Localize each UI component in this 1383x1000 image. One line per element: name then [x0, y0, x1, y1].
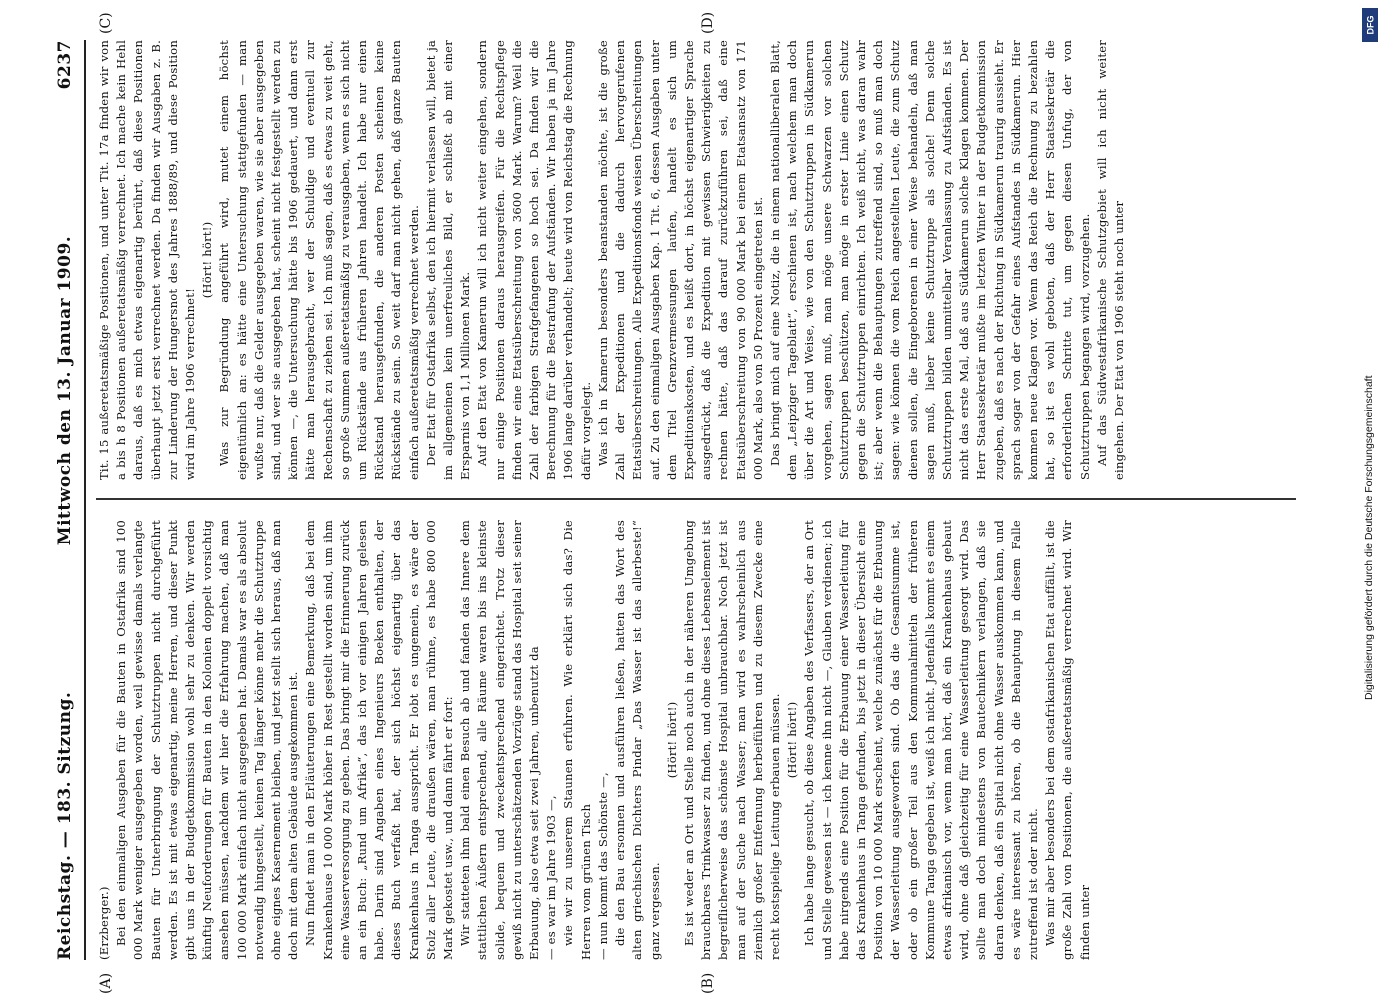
header-left: Reichstag. — 183. Sitzung. [55, 691, 75, 960]
paragraph: (Hört! hört!) [785, 701, 800, 779]
paragraph: (Hört! hört!) [664, 701, 679, 779]
margin-mark-a: (A) [98, 972, 114, 994]
left-column [96, 520, 1306, 960]
margin-mark-c: (C) [98, 12, 114, 34]
paragraph: Es ist weder an Ort und Stelle noch auch in der näheren Umgebung brauchbares Trinkwasser zu finden, und ohne dieses Lebenselement ist begreiflicherweise das schönste Hospital unbrauchbar. Noch jetzt ist man auf der Suche nach Wasser; man wird es wahrscheinlich aus ziemlich großer Entfernung herbeiführen und zu diesem Zwecke eine recht kostspielige Leitung erbauen müssen. [681, 520, 782, 960]
dfg-logo-text: DFG [1365, 15, 1375, 35]
paragraph: Ich habe lange gesucht, ob diese Angaben des Verfassers, der an Ort und Stelle gewesen ist — ich kenne ihn nicht —, Glauben verdienen; ich habe nirgends eine Position für die Erbauung einer Wasserleitung für das Krankenhaus in Tanga gefunden, bis jetzt in dieser Übersicht eine Position von 10 000 Mark erscheint, welche zunächst für die Erbauung der Wasserleitung ausgeworfen sind. Ob das die Gesamtsumme ist, oder ob ein großer Teil aus den Kommunalmitteln der früheren Kommune Tanga gegeben ist, weiß ich nicht. Jedenfalls kommt es einem etwas afrikanisch vor, wenn man hört, daß ein Krankenhaus gebaut wird, ohne daß gleichzeitig für eine Wasserleitung gesorgt wird. Das sollte man doch mindestens von Bautechnikern verlangen, daß sie daran denken, daß ein Spital nicht ohne Wasser auskommen kann, und es wäre interessant zu hören, ob die Behauptung in diesem Falle zutreffend ist oder nicht. [802, 520, 1040, 960]
paragraph: Was zur Begründung angeführt wird, mutet einem höchst eigentümlich an: es hätte eine Untersuchung stattgefunden — man wußte nur, daß die Gelder ausgegeben waren, wie sie aber ausgegeben sind, und wer sie ausgegeben hat, scheint nicht festgestellt werden zu können —, die Untersuchung hätte bis 1906 gedauert, und dann erst hätte man herausgebracht, wer der Schuldige und eventuell zur Rechenschaft zu ziehen sei. Ich muß sagen, daß es etwas zu weit geht, so große Summen außeretatsmäßig zu verausgaben, wenn es sich nicht um Rückstände aus früheren Jahren handelt. Ich habe nur einen Rückstand herausgefunden, die anderen Posten scheinen keine Rückstände zu sein. So weit darf man nicht gehen, daß ganze Bauten einfach außeretatsmäßig verrechnet werden. [217, 40, 421, 480]
margin-mark-d: (D) [700, 11, 716, 34]
header-rule [84, 40, 86, 960]
paragraph: Wir statteten ihm bald einen Besuch ab und fanden das Innere dem stattlichen Äußern entsprechend, alle Räume waren bis ins kleinste solide, bequem und zweckentsprechend eingerichtet. Trotz dieser gewiß nicht zu unterschätzenden Vorzüge stand das Hospital seit seiner Erbauung, also etwa seit zwei Jahren, unbenutzt da [458, 520, 542, 960]
paragraph: Was mir aber besonders bei dem ostafrikanischen Etat auffällt, ist die große Zahl von Positionen, die außeretatsmäßig verrechnet wird. Wir finden unter [1043, 520, 1092, 960]
paragraph: Auf den Etat von Kamerun will ich nicht weiter eingehen, sondern nur einige Positionen daraus herausgreifen. Für die Rechtspflege finden wir eine Etatsüberschreitung von 3600 Mark. Warum? Weil die Zahl der farbigen Strafgefangenen so hoch sei. Da finden wir die Berechnung für die Bestrafung der Aufständen. Wir haben ja im Jahre 1906 lange darüber verhandelt; heute wird von Reichstag die Rechnung dafür vorgelegt. [475, 40, 593, 480]
paragraph: Auf das Südwestafrikanische Schutzgebiet will ich nicht weiter eingehen. Der Etat von 1906 steht noch unter [1094, 40, 1126, 480]
paragraph: Der Etat für Ostafrika selbst, den ich hiermit verlassen will, bietet ja im allgemeinen kein unerfreuliches Bild, er schließt ab mit einer Ersparnis von 1,1 Millionen Mark. [423, 40, 473, 480]
page-header [50, 40, 80, 960]
paragraph: Bei den einmaligen Ausgaben für die Bauten in Ostafrika sind 100 000 Mark weniger ausgegeben worden, weil gewisse damals verlangte Bauten für Unterbringung der Schutztruppen nicht durchgeführt werden. Es ist mit etwas eigenartig, meine Herren, und dieser Punkt gibt uns in der Budgetkommission wohl sehr zu denken. Wir werden künftig Neuforderungen für Bauten in den Kolonien doppelt vorsichtig ansehen müssen, nachdem wir hier die Erfahrung machen, daß man 100 000 Mark einfach nicht ausgegeben hat. Damals war es als absolut notwendig hingestellt, keinen Tag länger könne mehr die Schutztruppe ohne eignes Kasernement bleiben, und jetzt stellt sich heraus, daß man doch mit dem alten Gebäude ausgekommen ist. [114, 520, 301, 960]
paragraph: Tit. 15 außeretatsmäßige Positionen, und unter Tit. 17a finden wir von a bis h 8 Positionen außeretatsmäßig verrechnet. Ich mache kein Hehl daraus, daß es mich etwas eigenartig berührt, daß diese Positionen überhaupt jetzt erst verrechnet werden. Da finden wir Ausgaben z. B. zur Linderung der Hungersnot des Jahres 1888/89, und diese Position wird im Jahre 1906 verrechnet! [97, 40, 198, 480]
paragraph: Nun findet man in den Erläuterungen eine Bemerkung, daß bei dem Krankenhause 10 000 Mark höher in Rest gestellt worden sind, um ihm eine Wasserversorgung zu geben. Das bringt mir die Erinnerung zurück an ein Buch: „Rund um Afrika“, das ich vor einigen Jahren gelesen habe. Darin sind Angaben eines Ingenieurs Boeken enthalten, der dieses Buch verfaßt hat, der sich höchst eigenartig über das Krankenhaus in Tanga ausspricht. Er lobt es ungemein, es wäre der Stolz aller Leute, die draußen wären, man rühme, es habe 800 000 Mark gekostet usw., und dann fährt er fort: [303, 520, 456, 960]
column-divider [96, 499, 1296, 501]
paragraph: (Erzberger.) [97, 886, 111, 960]
paragraph: Das bringt mich auf eine Notiz, die in einem nationalliberalen Blatt, dem „Leipziger Tageblatt“, erschienen ist, nach welchem man doch über die Art und Weise, wie von den Schutztruppen in Südkamerun vorgehen, sagen muß, man möge unsere Schwarzen vor solchen Schutztruppen beschützen, man möge in erster Linie einen Schutz gegen die Schutztruppen einrichten. Ich weiß nicht, was daran wahr ist; aber wenn die Behauptungen zutreffend sind, so muß man doch sagen: wie können die vom Reich angestellten Leute, die zum Schutz dienen sollen, die Eingeborenen in einer Weise behandeln, daß man sagen muß, lieber keine Schutztruppe als solche! Denn solche Schutztruppen bilden unmittelbar Veranlassung zu Aufständen. Es ist nicht das erste Mal, daß aus Südkamerun solche Klagen kommen. Der Herr Staatssekretär mußte im letzten Winter in der Budgetkommission zugeben, daß es nach der Richtung in Südkamerun traurig aussieht. Er sprach sogar von der Gefahr eines Aufstandes in Südkamerun. Hier kommen neue Klagen vor. Wenn das Reich die Rechnung zu bezahlen hat, so ist es wohl geboten, daß der Herr Staatssekretär die erforderlichen Schritte tut, um gegen diesen Unfug, der von Schutztruppen begangen wird, vorzugehen. [767, 40, 1092, 480]
margin-mark-b: (B) [700, 972, 716, 994]
dfg-logo [1362, 8, 1378, 42]
right-column [96, 40, 1306, 480]
paragraph: (Hört! hört!) [200, 221, 215, 299]
paragraph: die den Bau ersonnen und ausführen ließen, hatten das Wort des alten griechischen Dichters Pindar „Das Wasser ist das allerbeste!“ ganz vergessen. [613, 520, 662, 960]
digitization-credit: Digitalisierung gefördert durch die Deutsche Forschungsgemeinschaft [1363, 375, 1375, 700]
paragraph: — nun kommt das Schönste —, [595, 772, 610, 960]
header-date: Mittwoch den 13. Januar 1909. [55, 235, 75, 546]
paragraph: wie wir zu unserem Staunen erfuhren. Wie erklärt sich das? Die Herren vom grünen Tisch [561, 520, 593, 960]
page-number: 6237 [55, 40, 75, 90]
paragraph: — es war im Jahre 1903 —, [544, 795, 559, 960]
paragraph: Was ich in Kamerun besonders beanstanden möchte, ist die große Zahl der Expeditionen und die dadurch hervorgerufenen Etatsüberschreitungen. Alle Expeditionsfonds weisen Überschreitungen auf. Zu den einmaligen Ausgaben Kap. 1 Tit. 6, dessen Ausgaben unter dem Titel Grenzvermessungen laufen, handelt es sich um Expeditionskosten, und es heißt dort, in höchst eigenartiger Sprache ausgedrückt, daß die Expedition mit gewissen Schwierigkeiten zu rechnen hätte, daß das darauf zurückzuführen sei, daß eine Etatsüberschreitung von 90 000 Mark bei einem Etatsansatz von 171 000 Mark, also von 50 Prozent eingetreten ist. [595, 40, 765, 480]
